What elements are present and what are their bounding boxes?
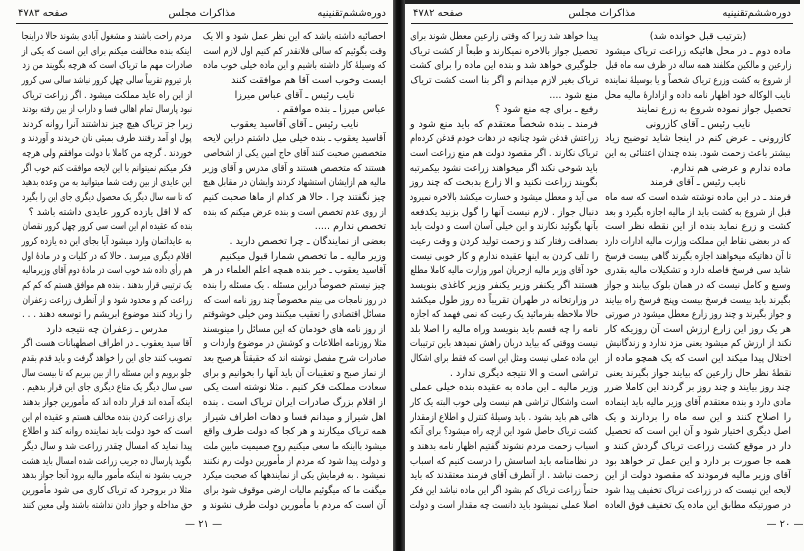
text-line-content: ماده دوم ـ در محل هائیکه زراعت تریاک میشود: [605, 45, 791, 57]
text-line-content: تحصیل جواز بالاخره نمیکارند و طبعاً از کشت تریاک: [410, 45, 598, 57]
text-line: [605, 499, 791, 514]
text-line: [22, 308, 192, 323]
text-line: [203, 455, 386, 470]
text-line-content: حالا ملاحظه بفرمائید یک رعیت که نمی فهمد که اجازه: [410, 309, 598, 321]
text-line-content: (بترتیب قبل خوانده شد): [649, 31, 747, 42]
text-line: [605, 308, 791, 323]
text-line-content: اصل دیگری اختیار شود و آن این است که تحصیل: [605, 426, 791, 438]
text-line: [22, 411, 192, 426]
text-line-content: نامه را چه قسم باید بنویسد وراه مالیه را اصلا بلد: [410, 323, 598, 335]
text-line: [22, 499, 192, 514]
text-line: [22, 250, 192, 265]
text-line: [410, 440, 598, 455]
text-line: [410, 425, 598, 440]
text-line: [410, 484, 598, 499]
text-line: [605, 279, 791, 294]
text-line: [605, 455, 791, 470]
text-line-content: آقا سید یعقوب ـ در اطراف اصطهبانات هست اگر: [22, 338, 192, 350]
text-line-content: هستند که متخصص هستند و آقای مدرس و آقای وزیر: [203, 162, 386, 174]
text-line: [410, 235, 598, 250]
text-line: [22, 440, 192, 455]
text-line: [605, 294, 791, 309]
text-line-content: اینکه آمده اند قرار داده اند که مأمورین جواز بدهند: [22, 397, 192, 409]
text-line-content: و جواز بگیرند و چند روز زارع معطل میشود در صورتی: [605, 309, 791, 321]
text-line-content: مالیه هم ازایشان استشهاد کردند وایشان در مقابل هیچ: [203, 177, 386, 189]
text-line: [22, 484, 192, 499]
text-line: [22, 455, 192, 470]
text-line: [605, 220, 791, 235]
text-line: [22, 191, 192, 206]
text-line: [605, 396, 791, 411]
text-line-content: قبل از شروع به کشت باید از مالیه اجازه بگیرد و بعد: [605, 206, 791, 218]
text-line: [203, 220, 386, 235]
text-line: [22, 59, 192, 74]
page-number: — ۲۰ —: [766, 519, 804, 530]
text-line: [203, 411, 386, 426]
text-line-content: جلو برویم و این مسئله را از بین ببریم که تا بیست سال: [22, 367, 192, 379]
text-line-content: است که خود دولت باید نماینده روانه کند و اطلاع: [22, 426, 192, 438]
text-line-content: زارعین و مالکین مکلفند همه ساله در ظرف سه ماه قبل: [605, 60, 791, 72]
text-column-left: [410, 30, 598, 513]
text-line-content: چیز نیستم خصوصاً دراین مسئله . یک مسئله را بنده: [203, 279, 386, 291]
text-line-content: نمیشود . به فرمایش یکی از نمایندهها که صحبت میکرد: [203, 470, 386, 482]
text-line-content: چند روز بیایند و چند روز بر گردند این کاملا ضرر: [605, 382, 791, 394]
text-line: [203, 337, 386, 352]
text-line: [22, 176, 192, 191]
text-line-content: بگویند زراعت نکنید و الا زارع بدبخت که چند روز: [410, 177, 598, 189]
text-line-content: کشت تریاک حاصل شود این ازچه راه میشود؟ برای آنکه: [410, 426, 598, 438]
text-line: [203, 323, 386, 338]
text-line-content: لایحه این نیست که در زراعت تریاک تخفیف پیدا شود: [605, 484, 791, 496]
text-line: [605, 235, 791, 250]
header-title: مذاکرات مجلس: [568, 8, 636, 19]
session-label: دوره‌ششم‌تقنینیه: [722, 8, 791, 19]
text-line-content: نیست ووقتی که بیاید دربان راهش نمیدهد باین ترتیبات: [410, 338, 598, 350]
text-line: [22, 337, 192, 352]
text-line: [605, 74, 791, 89]
text-line-content: صادرات شرح مفصل نوشته اند که حقیقتاً هرصبح بعد: [203, 353, 386, 365]
text-line: [410, 118, 598, 133]
text-line: [605, 176, 791, 191]
text-line-content: وسیع و کامل نیست که در همان بلوک بیابند و جواز: [605, 279, 791, 291]
text-line-content: تخصص ندارم .....: [314, 221, 386, 233]
text-line-content: خود آقای وزیر مالیه ازجریان امور وزارت مالیه کاملا مطلع: [410, 265, 598, 277]
page-header: [18, 8, 386, 22]
text-line-content: که لا اقل یازده کرور عایدی داشته باشد ؟: [28, 206, 192, 218]
text-line: [22, 220, 192, 235]
text-line-content: از این راه عاید مملکت میشود . اگر زراعت تریاک: [22, 89, 192, 101]
text-line-content: یک ترتیبی قرار بدهند . بنده هم موافق هستم که کم کم: [22, 279, 192, 291]
text-line-content: اقلام دیگری میرسد . حالا که در کلیات و در مادهٔ اول: [22, 250, 192, 262]
text-line: [605, 381, 791, 396]
text-line: [410, 103, 598, 118]
text-line-content: نایب رئیس ـ آقای آقاسید یعقوب: [230, 118, 359, 130]
text-line-content: بگوید پارسال ده جریب زراعت شده امسال باید هشت: [22, 455, 192, 467]
text-line: [410, 367, 598, 382]
text-line-content: را زیاد کنند موضوع ابریشم را توسعه دهند . . .: [22, 309, 192, 321]
text-line-content: که تا سه سال دیگر یک محصول دیگری جای این را بگیرد: [22, 192, 192, 204]
text-line-content: اینکه بنده مخالفت میکنم برای این است که یکی از: [22, 45, 192, 57]
text-line-content: اختلال پیدا میکند این است که یک همچو ماده از: [605, 353, 791, 365]
text-line: [605, 337, 791, 352]
text-line: [203, 176, 386, 191]
text-line-content: هستند اگر یکنفر وزیر یکنفر وزیر کاغذی بنویسد: [410, 279, 598, 291]
left-page: [0, 0, 393, 551]
text-line: [203, 381, 386, 396]
text-line: [22, 352, 192, 367]
text-line: [203, 45, 386, 60]
text-line-content: نایب الوکاله خود اظهار نامه داده و ازادارهٔ مالیه محل: [605, 89, 791, 101]
text-line: [22, 469, 192, 484]
text-line-content: پول او آمد رفتند طرف بمبئی نان خریدند و آوردند و: [22, 133, 192, 145]
text-line: [22, 132, 192, 147]
text-line: [410, 308, 598, 323]
text-line-content: زراعتش قدغن شود چنانچه در دهات خودم قدغن کرده‌ام: [410, 133, 598, 145]
text-line: [22, 425, 192, 440]
text-line-content: نایب رئیس ـ آقای کازرونی: [645, 118, 751, 130]
text-line-content: تریاک نکارند . اگر مقصود دولت هم منع زراعت است: [410, 148, 598, 160]
text-line-content: نایب رئیس ـ آقای فرمند: [650, 177, 746, 189]
text-line-content: مادی دارد و بنده معتقدم آقای وزیر مالیه باید اینماده: [605, 397, 791, 409]
session-label: دوره‌ششم‌تقنینیه: [317, 8, 386, 19]
text-line: [22, 381, 192, 396]
text-line: [203, 162, 386, 177]
text-line: [410, 74, 598, 89]
text-line: [410, 30, 598, 45]
text-line-content: می آید و معطل میشود و خسارت میکشد بالاخره نمیرود: [410, 192, 598, 204]
text-line: [605, 484, 791, 499]
text-line: [410, 250, 598, 265]
text-line-content: تحصیل جواز نموده شروع به زرع نمایند: [636, 104, 791, 116]
text-line: [605, 45, 791, 60]
text-line-content: بصداقت رفتار کند و زحمت تولید کردن و وقت رعیت: [410, 235, 598, 247]
text-line-content: احصائیه داشته باشد که این نظر عمل شود و الا یک: [203, 31, 386, 42]
text-line: [203, 206, 386, 221]
text-line: [22, 206, 192, 221]
text-line-content: صادرات مهم ما تریاک است که هرچه بگویند من زد: [22, 60, 192, 72]
text-line: [203, 59, 386, 74]
text-line: [605, 367, 791, 382]
text-line-content: سی سال دیگر یک متاع دیگری جای این قرار بدهیم .: [22, 382, 192, 394]
text-line: [605, 59, 791, 74]
text-line: [410, 469, 598, 484]
text-line: [203, 264, 386, 279]
text-line-content: کازرونی ـ عرض کنم در اینجا شاید توضیح زیاد: [605, 133, 791, 145]
text-line-content: فرمند ـ بنده شخصاً معتقدم که باید منع شود و: [410, 118, 598, 130]
text-line: [22, 323, 192, 338]
text-line-content: خوردند . گرچه من کاملا با دولت موافقم ولی هرچه: [22, 148, 192, 160]
text-line-content: تریاک بغیر لازم میدانم و اگر بنا است کشت تریاک: [410, 74, 598, 86]
text-line-content: رفیع ـ برای چه منع شود ؟: [494, 104, 598, 116]
text-line-content: از شروع به کشت وزرع تریاک شخصاً و یا بوسیلهٔ نماینده: [605, 74, 791, 86]
text-line: [410, 279, 598, 294]
text-line-content: از نماز صبح و تعقیبات آن باید آنها را بخوانیم و برای: [203, 367, 386, 379]
text-line: [410, 323, 598, 338]
text-line: [22, 264, 192, 279]
text-line: [203, 147, 386, 162]
text-line-content: نقطهٔ نظر حال زارعین که بیایند جواز بگیرند یعنی: [605, 367, 791, 379]
text-line: [605, 191, 791, 206]
text-line: [605, 440, 791, 455]
text-line-content: جریب بشود نه اینکه مأمور مالیه برود آنجا جواز بدهد: [22, 470, 192, 482]
text-line-content: نایب رئیس ـ آقای عباس میرزا: [234, 89, 355, 101]
text-line-content: مثلا روزنامه اطلاعات و کوشش در موضوع واردات و: [203, 338, 386, 350]
text-line: [22, 118, 192, 133]
text-line: [22, 235, 192, 250]
text-line-content: از اقلام بزرگ صادرات ایران تریاک است . بنده: [203, 397, 386, 409]
text-column-right: [203, 30, 386, 513]
text-line-content: همه تریاک میکارند و هر کجا که دولت طرف واقع: [203, 426, 386, 438]
text-line-content: نبود پارسال تمام اهالی فسا و داراب از بین رفته بودند: [22, 104, 192, 116]
text-line: [605, 206, 791, 221]
page-label: صفحه ۴۷۸۲: [413, 8, 464, 19]
text-line-content: در صورتیکه مطابق این ماده یک تخفیف فوق العاده: [605, 499, 791, 511]
text-line-content: بگیرند باید بیست فرسخ بیست وپنج فرسخ راه بیایند: [605, 294, 791, 306]
text-line: [410, 147, 598, 162]
text-line: [22, 396, 192, 411]
text-line-content: در وزارتخانه در طهران تقریباً ده روز طول میکشد: [410, 294, 598, 306]
page-header: [413, 8, 791, 22]
text-line: [605, 425, 791, 440]
header-rule: [411, 23, 793, 24]
text-line-content: همه جا صورت بر دارد و این عمل تر خواهد بود: [605, 455, 791, 467]
text-line: [22, 279, 192, 294]
text-line: [203, 440, 386, 455]
text-line-content: میگفت ما که میگوئیم مالیات ارضی موقوف شود برای: [203, 484, 386, 496]
text-line-content: از روی عدم تخصص است و بنده عرض میکنم که بنده: [203, 206, 386, 218]
text-line-content: کشت و زرع نماید بنده از این نقطه نظر است: [605, 221, 791, 233]
text-line: [605, 118, 791, 133]
text-line-content: مثلا در بروجرد که تریاک کاری می شود مأمورین: [22, 484, 192, 496]
text-line-content: مردم راحت باشند و مشغول آبادی بشوند حالا دراینجا: [22, 31, 192, 42]
text-line: [203, 191, 386, 206]
text-line: [203, 250, 386, 265]
text-line: [22, 30, 192, 45]
text-line-content: ایست وخوب است آقا هم موافقت کنند: [231, 74, 386, 86]
text-line: [410, 45, 598, 60]
text-line: [203, 294, 386, 309]
text-line-content: نکند از ارزش کم میشود یعنی مزد ندارد و زندگانیش: [605, 338, 791, 350]
text-line: [22, 147, 192, 162]
text-line: [203, 396, 386, 411]
right-page: [405, 0, 804, 551]
text-line: [203, 118, 386, 133]
text-line: [410, 162, 598, 177]
text-line: [22, 103, 192, 118]
text-column-left: [22, 30, 192, 513]
text-line: [605, 250, 791, 265]
text-line-content: میشود بااینکه ما سعی میکنیم روح صمیمیت مابین ملت: [203, 440, 386, 452]
text-line: [22, 367, 192, 382]
text-line-content: از روز نامه های خودمان که این مسائل را مینویسند: [203, 323, 386, 335]
text-line-content: دنبال جواز . لازم نیست آنها را گول بزنید یکدفعه: [410, 206, 598, 218]
text-line-content: پیدا خواهد شد زیرا که وقتی زارعین معطل شوند برای: [410, 31, 598, 42]
text-line-content: تصویب کنند جای این را خواهد گرفت و باید قدم بقدم: [22, 353, 192, 365]
text-line: [605, 264, 791, 279]
text-line-content: آن است که مردم با مأمورین دولت طرف نشوند و: [203, 499, 386, 511]
text-line-content: زحمت نباشد . از آنطرف آقای فرمند معتقدند که باید: [410, 470, 598, 482]
text-line-content: تا آن دهاتیکه میخواهند اجازه بگیرند گاهی بیست فرسخ: [605, 250, 791, 262]
text-line: [22, 294, 192, 309]
text-line: [605, 352, 791, 367]
text-line: [410, 264, 598, 279]
text-line-content: مدرس ـ زعفران چه نتیجه دارد: [46, 323, 168, 335]
text-line: [203, 367, 386, 382]
text-line-content: جلوگیری خواهد شد و بنده این ماده را برای کشت: [410, 60, 598, 72]
text-line-content: باید شوخی نکند اگر میخواهند زراعت نشود بیکمرتبه: [410, 162, 598, 174]
text-line: [203, 279, 386, 294]
text-line-content: وزیر مالیه ـ این ماده به عقیده بنده خیلی عملی: [410, 382, 598, 394]
text-line: [605, 147, 791, 162]
text-line-content: که وسیلهٔ کار داشته باشیم و این ماده خیلی خوب ماده: [203, 60, 386, 72]
text-line-content: متخصصین صحبت کنند آقای حاج امین یکی از اشخاصی: [203, 148, 386, 160]
text-line-content: را تلف کردن به اینها عقیده ندارم و کار خوبی نیست: [410, 250, 598, 262]
text-line: [410, 352, 598, 367]
text-line: [410, 499, 598, 514]
text-line: [410, 411, 598, 426]
text-line: [410, 381, 598, 396]
text-column-right: [605, 30, 791, 513]
text-line-content: هائی هم باید بشود . باید وسیلهٔ کنترل و اطلاع ازمقدار: [410, 411, 598, 423]
text-line: [203, 352, 386, 367]
text-line-content: وزیر مالیه ـ ما تخصص شمارا قبول میکنیم: [219, 250, 386, 262]
text-line: [605, 89, 791, 104]
text-line: [410, 132, 598, 147]
text-line: [22, 74, 192, 89]
text-line-content: عباس میرزا ـ بنده موافقم .: [276, 104, 386, 116]
text-line-content: بیشتر باعث زحمت شود. بنده چندان اعتنائی به این: [605, 148, 791, 160]
text-line: [605, 132, 791, 147]
text-line: [22, 162, 192, 177]
text-line: [203, 103, 386, 118]
text-line-content: ماده ندارم و عرضی هم ندارم.: [670, 162, 791, 174]
text-line-content: اصلا عملی نمیشود باید دانست چه مقدار است و دولت: [410, 499, 598, 511]
text-line: [203, 484, 386, 499]
text-line-content: وقت بگوئیم که سالی فلانقدر کم کنیم اول لازم است: [203, 45, 386, 57]
text-line-content: هر یک روز این زارع ارزش است آن روزیکه کار: [605, 323, 791, 335]
text-line: [605, 103, 791, 118]
text-line-content: بنده که عقیده ام این است سی کرور چهل کرور نقصان: [22, 221, 192, 233]
header-rule: [16, 23, 388, 24]
text-line: [410, 220, 598, 235]
text-line-content: حتماً زراعت تریاک کم بشود اگر این ماده نباشد این فکر: [410, 484, 598, 496]
text-line-content: دار در موقع کشت زراعت تریاک گردش کنند و: [605, 440, 791, 452]
text-line-content: آقاسید یعقوب ـ خیر بنده همچه اعلم العلماء در هر: [203, 265, 386, 277]
text-line-content: بار تیروم تقریباً سالی چهل کرور نباشد سالی سی کرور: [22, 74, 192, 86]
text-line-content: برای زراعت کردن بنده مخالف هستم و عقیده ام این: [22, 411, 192, 423]
text-line-content: فکر میکنم نمیتوانم با این لایحه موافقت کنم خوب اگر: [22, 162, 192, 174]
text-line: [203, 469, 386, 484]
text-line-content: حق مداخله و جواز دادن نداشته باشند ولی معین کنند: [22, 499, 192, 511]
page-label: صفحه ۴۷۸۳: [18, 8, 69, 19]
text-line: [605, 411, 791, 426]
text-line: [410, 59, 598, 74]
header-title: مذاکرات مجلس: [168, 8, 236, 19]
text-line-content: زراعت کم و محدود شود و از آنطرف زراعت زعفران: [22, 294, 192, 306]
text-line-content: چیز نگفتند چرا . حالا هر کدام از ماها صحبت کنیم: [203, 192, 386, 204]
text-line: [410, 176, 598, 191]
text-line-content: پیدا نماید که امسال چقدر زراعت شد و سال دیگر: [22, 440, 192, 452]
text-line: [605, 30, 791, 45]
page-number: — ۲۱ —: [185, 519, 223, 530]
text-line: [410, 396, 598, 411]
text-line: [410, 89, 598, 104]
text-line: [203, 308, 386, 323]
text-line-content: این ماده عملی نیست ومثل این است که فقط برای اشکال: [410, 353, 598, 365]
text-line-content: این عایدی از بین رفت شما میتوانید به من وعده بدهید: [22, 177, 192, 189]
text-line: [410, 191, 598, 206]
text-line: [203, 499, 386, 514]
text-line-content: را اصلاح کنند و این سه ماه را بردارند و یک: [605, 411, 791, 423]
text-line: [203, 74, 386, 89]
text-line-content: منع شود ....: [549, 89, 598, 101]
text-line: [22, 45, 192, 60]
text-line: [605, 162, 791, 177]
text-line-content: بآنها بگوئید نکارند و این خیلی آسان است و دولت باید: [410, 221, 598, 233]
text-line-content: آقای وزیر مالیه فرمودند که مقصود دولت از این: [605, 470, 791, 482]
text-line: [203, 89, 386, 104]
text-line-content: و دولت پیدا شود که مردم از مأمورین دولت رم نکنند: [203, 455, 386, 467]
text-line-content: سعادت مملکت فکر کنیم . مثلا نوشته است یکی: [203, 382, 386, 394]
text-line-content: تراشی است و الا نتیجه دیگری ندارد .: [449, 367, 598, 379]
text-line-content: به عایداتمان وارد میشود آیا بجای این ده یازده کرور: [22, 235, 192, 247]
text-line: [410, 294, 598, 309]
text-line-content: در نظامنامه باید اساسش را درست کنیم که اسباب: [410, 455, 598, 467]
text-line: [410, 455, 598, 470]
text-line: [203, 235, 386, 250]
text-line-content: اهل شیراز و میدانم فسا و دهات اطراف شیراز: [203, 411, 386, 423]
text-line-content: که در بعضی نقاط این مملکت وزارت مالیه ادارات دارد: [605, 235, 791, 247]
text-line-content: زیرا جز تریاک هیچ چیز نداشتند آنرا روانه کردند: [22, 118, 192, 130]
text-line-content: اسباب زحمت مردم نشوند گفتیم اظهار نامه بدهند و: [410, 440, 598, 452]
text-line: [605, 469, 791, 484]
text-line-content: آقاسید یعقوب ـ بنده خیلی میل داشتم دراین لایحه: [203, 133, 386, 145]
text-line-content: در روز نامجات می بینم مخصوصاً چند روز نامه است که: [203, 294, 386, 306]
text-line-content: است واشکال تراشی هم نیست ولی خوب البته یک کار: [410, 397, 598, 409]
text-line-content: هم رأی داده شد خوب است در مادهٔ دوم آقای وزیرمالیه: [22, 265, 192, 277]
scan-edge-shadow: [405, 0, 800, 4]
text-line: [203, 30, 386, 45]
text-line-content: بعضی از نمایندگان ـ چرا تخصص دارید .: [229, 235, 386, 247]
text-line: [22, 89, 192, 104]
text-line: [203, 132, 386, 147]
text-line: [410, 337, 598, 352]
text-line-content: شاید سی فرسخ فاصله دارد و تشکیلات مالیه بقدری: [605, 265, 791, 277]
text-line: [605, 323, 791, 338]
text-line: [410, 206, 598, 221]
text-line-content: فرمند ـ در این ماده نوشته شده است که سه ماه: [605, 192, 791, 204]
text-line: [203, 425, 386, 440]
text-line-content: مسائل اقتصادی را تعقیب میکنند ومن خیلی خوشوقتم: [203, 309, 386, 321]
